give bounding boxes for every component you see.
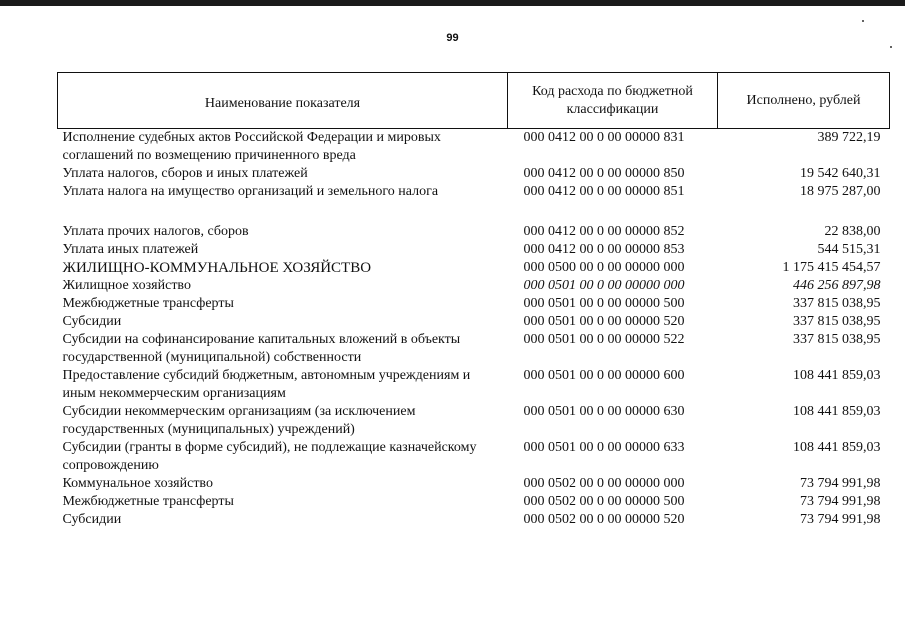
row-amount: 19 542 640,31 bbox=[800, 166, 881, 181]
row-amount: 108 441 859,03 bbox=[793, 404, 881, 419]
row-amount: 389 722,19 bbox=[817, 130, 881, 145]
row-code: 000 0501 00 0 00 00000 600 bbox=[523, 368, 685, 383]
table-row bbox=[58, 403, 890, 439]
table-row bbox=[58, 439, 890, 475]
row-amount: 1 175 415 454,57 bbox=[782, 260, 881, 275]
row-code: 000 0412 00 0 00 00000 851 bbox=[523, 184, 685, 199]
row-code: 000 0501 00 0 00 00000 500 bbox=[523, 296, 685, 311]
row-name: ЖИЛИЩНО-КОММУНАЛЬНОЕ ХОЗЯЙСТВО bbox=[62, 260, 372, 276]
row-name: Уплата иных платежей bbox=[62, 242, 199, 257]
row-amount: 337 815 038,95 bbox=[793, 332, 881, 347]
table-row bbox=[58, 475, 890, 493]
row-name: Уплата налога на имущество организаций и земельного налога bbox=[62, 184, 439, 199]
row-code: 000 0502 00 0 00 00000 500 bbox=[523, 494, 685, 509]
row-amount: 446 256 897,98 bbox=[793, 278, 881, 293]
table-row bbox=[58, 367, 890, 403]
row-amount: 73 794 991,98 bbox=[800, 512, 881, 527]
table-spacer-row bbox=[58, 201, 890, 223]
row-amount: 108 441 859,03 bbox=[793, 368, 881, 383]
row-name: Предоставление субсидий бюджетным, автономным учреждениям и иным некоммерческим организациям bbox=[62, 368, 471, 401]
row-name: Межбюджетные трансферты bbox=[62, 296, 234, 311]
header-name: Наименование показателя bbox=[58, 73, 508, 129]
table-row bbox=[58, 313, 890, 331]
row-name: Межбюджетные трансферты bbox=[62, 494, 234, 509]
row-amount: 337 815 038,95 bbox=[793, 296, 881, 311]
table-row bbox=[58, 277, 890, 295]
table-body bbox=[58, 129, 890, 530]
row-amount: 108 441 859,03 bbox=[793, 440, 881, 455]
row-code: 000 0501 00 0 00 00000 520 bbox=[523, 314, 685, 329]
table-row bbox=[58, 511, 890, 529]
table-row bbox=[58, 183, 890, 201]
row-code: 000 0501 00 0 00 00000 633 bbox=[523, 440, 685, 455]
row-amount: 73 794 991,98 bbox=[800, 476, 881, 491]
row-name: Субсидии на софинансирование капитальных вложений в объекты государственной (муниципальной) собственности bbox=[62, 332, 461, 365]
scan-top-border bbox=[0, 0, 905, 6]
row-code: 000 0501 00 0 00 00000 000 bbox=[523, 278, 685, 293]
row-amount: 73 794 991,98 bbox=[800, 494, 881, 509]
table-row bbox=[58, 129, 890, 166]
row-name: Субсидии bbox=[62, 314, 122, 329]
row-amount: 337 815 038,95 bbox=[793, 314, 881, 329]
row-name: Субсидии (гранты в форме субсидий), не подлежащие казначейскому сопровождению bbox=[62, 440, 477, 473]
header-code: Код расхода по бюджетной классификации bbox=[508, 73, 718, 129]
row-code: 000 0502 00 0 00 00000 000 bbox=[523, 476, 685, 491]
row-code: 000 0412 00 0 00 00000 831 bbox=[523, 130, 685, 145]
scan-speck bbox=[862, 20, 864, 22]
row-name: Коммунальное хозяйство bbox=[62, 476, 213, 491]
row-code: 000 0502 00 0 00 00000 520 bbox=[523, 512, 685, 527]
row-name: Исполнение судебных актов Российской Федерации и мировых соглашений по возмещению причиненного вреда bbox=[62, 130, 441, 163]
row-name: Субсидии некоммерческим организациям (за исключением государственных (муниципальных) учреждений) bbox=[62, 404, 416, 437]
table-row bbox=[58, 295, 890, 313]
table-row bbox=[58, 165, 890, 183]
row-amount: 544 515,31 bbox=[817, 242, 881, 257]
row-code: 000 0412 00 0 00 00000 853 bbox=[523, 242, 685, 257]
row-name: Субсидии bbox=[62, 512, 122, 527]
row-amount: 22 838,00 bbox=[824, 224, 881, 239]
row-name: Жилищное хозяйство bbox=[62, 278, 191, 293]
row-code: 000 0501 00 0 00 00000 630 bbox=[523, 404, 685, 419]
table-row-section bbox=[58, 259, 890, 277]
row-amount: 18 975 287,00 bbox=[800, 184, 881, 199]
row-code: 000 0501 00 0 00 00000 522 bbox=[523, 332, 685, 347]
row-code: 000 0500 00 0 00 00000 000 bbox=[523, 260, 685, 275]
page-number: 99 bbox=[446, 32, 459, 44]
budget-execution-table bbox=[57, 72, 890, 529]
row-code: 000 0412 00 0 00 00000 852 bbox=[523, 224, 685, 239]
header-amount: Исполнено, рублей bbox=[718, 73, 890, 129]
row-name: Уплата прочих налогов, сборов bbox=[62, 224, 249, 239]
table-row bbox=[58, 493, 890, 511]
table-row bbox=[58, 241, 890, 259]
table-header bbox=[58, 73, 890, 129]
row-name: Уплата налогов, сборов и иных платежей bbox=[62, 166, 308, 181]
scan-speck bbox=[890, 46, 892, 48]
row-code: 000 0412 00 0 00 00000 850 bbox=[523, 166, 685, 181]
table-row bbox=[58, 223, 890, 241]
table-row bbox=[58, 331, 890, 367]
